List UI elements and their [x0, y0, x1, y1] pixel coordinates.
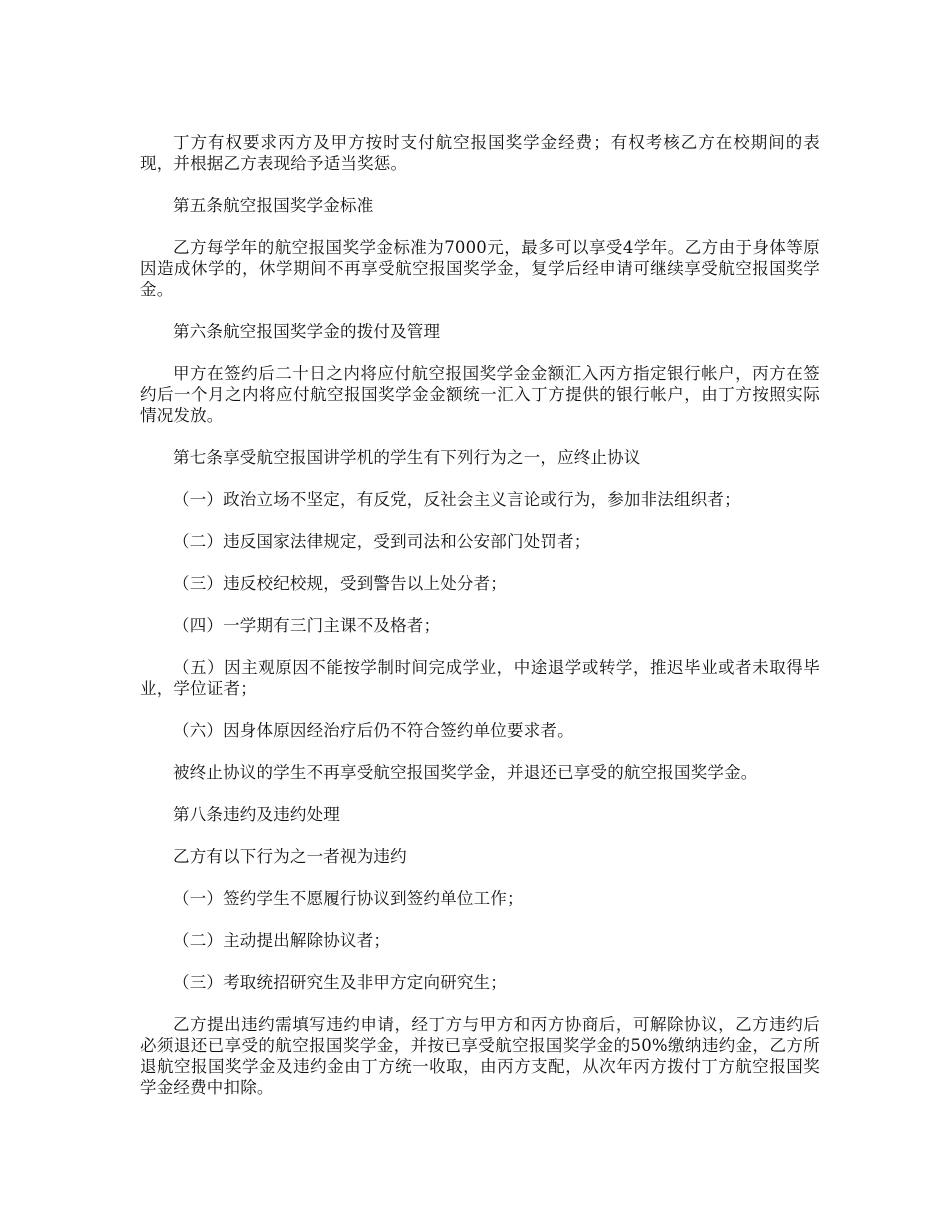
paragraph-termination-consequence: 被终止协议的学生不再享受航空报国奖学金，并退还已享受的航空报国奖学金。: [173, 763, 758, 782]
paragraph-rights: 丁方有权要求丙方及甲方按时支付航空报国奖学金经费；有权考核乙方在校期间的表现，并根据乙方表现给予适当奖惩。: [140, 133, 820, 173]
article-6-heading: 第六条航空报国奖学金的拨付及管理: [173, 322, 441, 341]
paragraph-breach-intro: 乙方有以下行为之一者视为违约: [173, 847, 407, 866]
paragraph-disbursement: 甲方在签约后二十日之内将应付航空报国奖学金金额汇入丙方指定银行帐户，丙方在签约后一个月之内将应付航空报国奖学金金额统一汇入丁方提供的银行帐户，由丁方按照实际情况发放。: [140, 364, 820, 425]
termination-item-5: （五）因主观原因不能按学制时间完成学业，中途退学或转学，推迟毕业或者未取得毕业，学位证者；: [140, 658, 820, 698]
termination-item-2: （二）违反国家法律规定，受到司法和公安部门处罚者；: [173, 532, 591, 551]
article-7-heading: 第七条享受航空报国讲学机的学生有下列行为之一，应终止协议: [173, 448, 641, 467]
document-body: [140, 132, 820, 1098]
termination-item-1: （一）政治立场不坚定，有反党，反社会主义言论或行为，参加非法组织者；: [173, 490, 741, 509]
breach-item-1: （一）签约学生不愿履行协议到签约单位工作；: [173, 889, 524, 908]
breach-item-2: （二）主动提出解除协议者；: [173, 931, 391, 950]
termination-item-6: （六）因身体原因经治疗后仍不符合签约单位要求者。: [173, 721, 574, 740]
termination-item-4: （四）一学期有三门主课不及格者；: [173, 616, 441, 635]
article-5-heading: 第五条航空报国奖学金标准: [173, 196, 374, 215]
article-8-heading: 第八条违约及违约处理: [173, 805, 340, 824]
paragraph-scholarship-standard: 乙方每学年的航空报国奖学金标准为7000元，最多可以享受4学年。乙方由于身体等原因造成休学的，休学期间不再享受航空报国奖学金，复学后经申请可继续享受航空报国奖学金。: [140, 238, 820, 299]
breach-item-3: （三）考取统招研究生及非甲方定向研究生；: [173, 973, 507, 992]
termination-item-3: （三）违反校纪校规，受到警告以上处分者；: [173, 574, 507, 593]
paragraph-breach-handling: 乙方提出违约需填写违约申请，经丁方与甲方和丙方协商后，可解除协议，乙方违约后必须退还已享受的航空报国奖学金，并按已享受航空报国奖学金的50%缴纳违约金，乙方所退航空报国奖学金及违约金由丁方统一收取，由丙方支配，从次年丙方拨付丁方航空报国奖学金经费中扣除。: [140, 1015, 820, 1097]
